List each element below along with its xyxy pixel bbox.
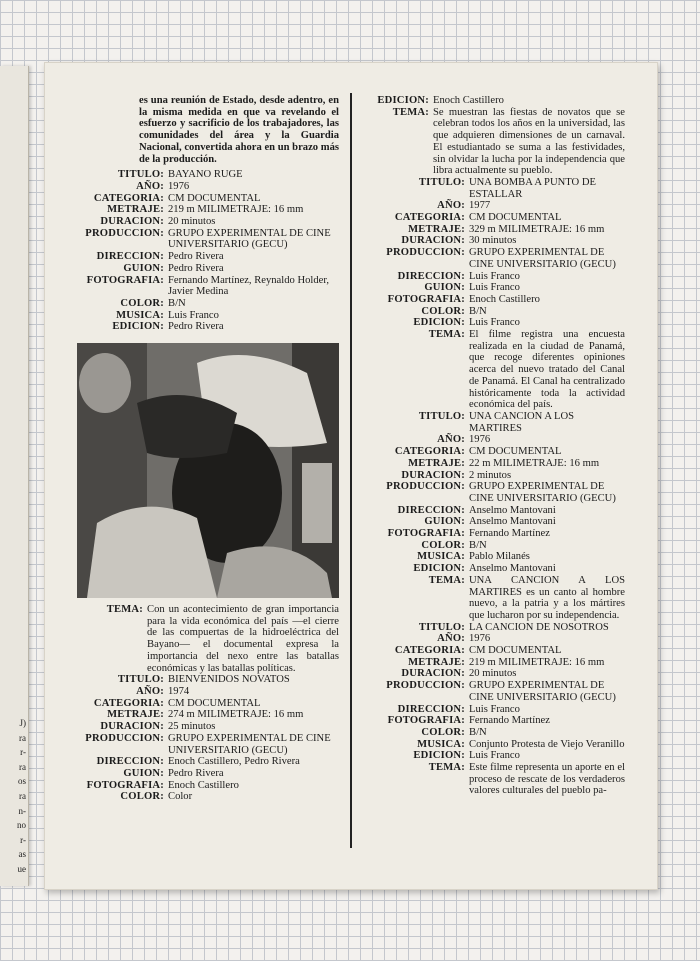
credit-value: Enoch Castillero [433, 95, 504, 106]
credit-value: Luis Franco [469, 270, 520, 282]
credit-value: 1976 [469, 434, 491, 446]
credit-label: PRODUCCION: [386, 481, 465, 493]
credit-value: BIENVENIDOS NOVATOS [168, 674, 290, 686]
film-entry-bayano-ruge [77, 169, 339, 333]
credit-row [77, 698, 339, 710]
credit-row [363, 622, 625, 634]
credit-row [363, 739, 625, 751]
credit-value: CM DOCUMENTAL [469, 645, 562, 657]
credit-label: TITULO: [418, 410, 465, 422]
credit-label: TITULO: [117, 674, 164, 686]
credit-value: Pedro Rivera [168, 262, 224, 274]
left-fragment: as [18, 849, 26, 860]
credit-label: TEMA: [392, 106, 429, 118]
credit-label: DURACION: [401, 235, 465, 247]
credit-value: B/N [469, 539, 487, 551]
credit-label: TITULO: [418, 621, 465, 633]
credit-row [363, 633, 625, 645]
credit-row [77, 721, 339, 733]
credit-value: 219 m MILIMETRAJE: 16 mm [168, 204, 304, 216]
credit-value: GRUPO EXPERIMENTAL DE CINE UNIVERSITARIO (GECU) [469, 247, 616, 270]
credit-value: 22 m MILIMETRAJE: 16 mm [469, 457, 600, 469]
credit-label: EDICION: [413, 317, 465, 329]
credit-label: AÑO: [136, 180, 164, 192]
credit-label: DIRECCION: [397, 270, 465, 282]
credit-value: Fernando Martínez, Reynaldo Holder, Javier Medina [168, 274, 330, 298]
credit-row [363, 411, 625, 434]
credit-label: METRAJE: [107, 204, 164, 216]
credit-value: 219 m MILIMETRAJE: 16 mm [469, 656, 605, 668]
credit-label: EDICION: [413, 563, 465, 575]
credit-value: Enoch Castillero, Pedro Rivera [168, 756, 300, 768]
credit-row [363, 563, 625, 575]
credit-row [363, 458, 625, 470]
credit-value: Luis Franco [469, 703, 520, 715]
credit-value: CM DOCUMENTAL [168, 192, 261, 204]
left-page-text-fragments [0, 716, 26, 877]
credit-row [77, 780, 339, 792]
credit-value: UNA CANCION A LOS MARTIRES es un canto al hombre nuevo, a la patria y a los mártires que lucharon por su independencia. [469, 574, 625, 621]
credit-label: PRODUCCION: [85, 227, 164, 239]
credit-value: Pablo Milanés [469, 551, 530, 563]
credit-value: 20 minutos [168, 216, 216, 228]
credit-label: GUION: [123, 262, 164, 274]
credit-row [363, 516, 625, 528]
credit-label: MUSICA: [116, 309, 164, 321]
credit-value: UNA CANCION A LOS MARTIRES [469, 410, 575, 434]
credit-row [77, 169, 339, 181]
credit-value: Se muestran las fiestas de novatos que se celebran todos los años en la universidad, las que adquieren dimensiones de un carnaval. El estudiantado se suma a las festividades, sin olvidar la lucha por la independencia que libra actualmente su pueblo. [433, 106, 625, 177]
film-entry-bienvenidos-novatos-cont [363, 95, 625, 177]
credit-row [363, 306, 625, 318]
credit-label: COLOR: [120, 297, 164, 309]
credit-value: Pedro Rivera [168, 321, 224, 333]
credit-row [363, 704, 625, 716]
left-column [77, 95, 339, 803]
credit-value: Luis Franco [469, 750, 520, 762]
credit-row [363, 282, 625, 294]
credit-label: CATEGORIA: [394, 645, 465, 657]
credit-label: AÑO: [437, 434, 465, 446]
credit-row [363, 727, 625, 739]
credit-label: COLOR: [120, 791, 164, 803]
credit-label: AÑO: [437, 200, 465, 212]
credit-label: GUION: [424, 516, 465, 528]
credit-row [77, 709, 339, 721]
credit-value: 2 minutos [469, 469, 512, 481]
credit-value: GRUPO EXPERIMENTAL DE CINE UNIVERSITARIO (GECU) [469, 481, 616, 504]
credit-label: DURACION: [100, 216, 164, 228]
credit-label: CATEGORIA: [93, 192, 164, 204]
credit-value: Pedro Rivera [168, 767, 224, 779]
credit-row [363, 212, 625, 224]
credit-label: DIRECCION: [96, 756, 164, 768]
left-fragment: r- [20, 747, 26, 758]
credit-label: DIRECCION: [397, 504, 465, 516]
credit-row [363, 329, 625, 411]
credit-label: COLOR: [421, 539, 465, 551]
credit-row [363, 645, 625, 657]
credit-label: METRAJE: [408, 656, 465, 668]
left-fragment: ra [19, 790, 26, 801]
credit-label: COLOR: [421, 305, 465, 317]
credit-label: TEMA: [428, 329, 465, 341]
credit-row [363, 294, 625, 306]
credit-label: METRAJE: [408, 457, 465, 469]
credit-label: CATEGORIA: [93, 697, 164, 709]
credit-label: FOTOGRAFIA: [86, 274, 164, 286]
credit-value: Enoch Castillero [168, 779, 239, 791]
left-fragment: J) [19, 718, 26, 728]
worker-photo-illustration [77, 343, 339, 598]
credit-label: PRODUCCION: [85, 732, 164, 744]
credit-row [363, 762, 625, 797]
credit-label: EDICION: [377, 95, 429, 106]
credit-label: AÑO: [136, 685, 164, 697]
credit-label: PRODUCCION: [386, 680, 465, 692]
left-fragment: n- [18, 805, 26, 816]
credit-value: 1977 [469, 200, 491, 212]
credit-row [363, 247, 625, 270]
credit-label: TITULO: [117, 169, 164, 181]
credit-value: 1976 [469, 633, 491, 645]
tema-text: Con un acontecimiento de gran importancia para la vida económica del país —el cierre de las compuertas de la hidroeléctrica del Bayano— el documental expresa la importancia del nexo entre las batallas económicas y las batallas políticas. [147, 604, 339, 674]
credit-value: Anselmo Mantovani [469, 563, 556, 575]
left-fragment: ue [17, 863, 26, 874]
credit-row [363, 95, 625, 107]
column-divider [350, 93, 352, 848]
credit-label: FOTOGRAFIA: [387, 528, 465, 540]
credit-label: FOTOGRAFIA: [387, 293, 465, 305]
credit-row [77, 216, 339, 228]
credit-row [363, 107, 625, 177]
credit-row [77, 228, 339, 251]
worker-photo [77, 343, 339, 598]
credit-row [77, 756, 339, 768]
credit-value: Pedro Rivera [168, 251, 224, 263]
credit-value: Enoch Castillero [469, 293, 540, 305]
left-page-edge [0, 66, 29, 886]
credit-label: METRAJE: [408, 223, 465, 235]
credit-label: PRODUCCION: [386, 247, 465, 259]
credit-value: Este filme representa un aporte en el proceso de rescate de los verdaderos valores culturales del pueblo pa- [469, 762, 625, 797]
credit-value: CM DOCUMENTAL [469, 446, 562, 458]
left-fragment: no [17, 820, 26, 831]
credit-label: DIRECCION: [96, 251, 164, 263]
credit-row [77, 181, 339, 193]
credit-label: EDICION: [112, 321, 164, 333]
credit-row [363, 715, 625, 727]
credit-label: GUION: [123, 767, 164, 779]
credit-label: DURACION: [401, 668, 465, 680]
credit-value: 1974 [168, 685, 190, 697]
credit-value: Conjunto Protesta de Viejo Veranillo [469, 738, 625, 750]
credit-value: Anselmo Mantovani [469, 516, 556, 528]
film-entry-bienvenidos-novatos [77, 674, 339, 803]
credit-row [363, 668, 625, 680]
credit-row [77, 263, 339, 275]
credit-row [77, 686, 339, 698]
film-entry-una-bomba [363, 177, 625, 411]
credit-row [77, 275, 339, 298]
film-entry-la-cancion-nosotros [363, 622, 625, 798]
credit-row [77, 298, 339, 310]
credit-label: CATEGORIA: [394, 446, 465, 458]
credit-row [363, 224, 625, 236]
left-fragment: ra [19, 732, 26, 743]
credit-row [363, 575, 625, 622]
document-page [44, 62, 658, 890]
tema-bayano-row [77, 604, 339, 674]
credit-value: Color [168, 791, 193, 803]
credit-row [77, 310, 339, 322]
credit-value: Anselmo Mantovani [469, 504, 556, 516]
credit-value: UNA BOMBA A PUNTO DE ESTALLAR [469, 176, 596, 200]
credit-label: AÑO: [437, 633, 465, 645]
credit-row [77, 193, 339, 205]
credit-row [77, 768, 339, 780]
credit-label: COLOR: [421, 726, 465, 738]
credit-label: EDICION: [413, 750, 465, 762]
left-fragment: os [17, 776, 26, 787]
tema-label: TEMA: [106, 604, 143, 616]
left-fragment: ra [19, 761, 26, 772]
credit-row [363, 271, 625, 283]
credit-value: BAYANO RUGE [168, 169, 243, 181]
credit-row [363, 481, 625, 504]
credit-value: B/N [469, 305, 487, 317]
credit-value: 1976 [168, 180, 190, 192]
credit-row [77, 204, 339, 216]
credit-row [363, 657, 625, 669]
credit-value: Luis Franco [469, 317, 520, 329]
credit-label: FOTOGRAFIA: [86, 779, 164, 791]
credit-value: 30 minutos [469, 235, 517, 247]
credit-label: DURACION: [401, 469, 465, 481]
credit-label: TITULO: [418, 176, 465, 188]
credit-value: GRUPO EXPERIMENTAL DE CINE UNIVERSITARIO (GECU) [469, 680, 616, 703]
credit-label: DURACION: [100, 721, 164, 733]
credit-value: 20 minutos [469, 668, 517, 680]
credit-row [77, 321, 339, 333]
credit-row [363, 317, 625, 329]
right-column [363, 95, 625, 797]
credit-value: El filme registra una encuesta realizada en la ciudad de Panamá, que recoge diferentes opiniones acerca del nuevo tratado del Canal de Panamá. El Canal ha centralizado históricamente toda la actividad económica del país. [469, 329, 625, 411]
credit-label: TEMA: [428, 574, 465, 586]
credit-row [363, 235, 625, 247]
credit-row [363, 551, 625, 563]
credit-row [363, 177, 625, 200]
credit-row [77, 733, 339, 756]
credit-value: LA CANCION DE NOSOTROS [469, 621, 609, 633]
credit-row [77, 791, 339, 803]
credit-value: 25 minutos [168, 721, 216, 733]
left-fragment: r- [20, 834, 26, 845]
credit-value: Luis Franco [469, 282, 520, 294]
credit-label: METRAJE: [107, 709, 164, 721]
credit-label: MUSICA: [417, 551, 465, 563]
credit-value: 274 m MILIMETRAJE: 16 mm [168, 709, 304, 721]
credit-value: 329 m MILIMETRAJE: 16 mm [469, 223, 605, 235]
credit-value: Fernando Martínez [469, 528, 550, 540]
credit-value: GRUPO EXPERIMENTAL DE CINE UNIVERSITARIO (GECU) [168, 227, 331, 251]
credit-value: B/N [168, 297, 186, 309]
credit-label: GUION: [424, 282, 465, 294]
film-entry-una-cancion-martires [363, 411, 625, 622]
credit-row [363, 680, 625, 703]
credit-row [363, 505, 625, 517]
credit-label: DIRECCION: [397, 703, 465, 715]
credit-row [363, 446, 625, 458]
credit-row [77, 674, 339, 686]
credit-value: Luis Franco [168, 309, 219, 321]
credit-value: GRUPO EXPERIMENTAL DE CINE UNIVERSITARIO (GECU) [168, 732, 331, 756]
credit-row [363, 434, 625, 446]
credit-row [363, 750, 625, 762]
credit-value: CM DOCUMENTAL [469, 212, 562, 224]
credit-value: Fernando Martínez [469, 715, 550, 727]
credit-value: B/N [469, 726, 487, 738]
credit-label: CATEGORIA: [394, 212, 465, 224]
credit-value: CM DOCUMENTAL [168, 697, 261, 709]
credit-row [363, 200, 625, 212]
credit-label: FOTOGRAFIA: [387, 715, 465, 727]
credit-label: TEMA: [428, 762, 465, 774]
intro-paragraph: es una reunión de Estado, desde adentro, en la misma medida en que va revelando el esfuerzo y sacrificio de los trabajadores, las comunidades del área y la Guardia Nacional, convertida ahora en un brazo más de la producción. [139, 95, 339, 165]
credit-row [363, 528, 625, 540]
credit-row [363, 470, 625, 482]
credit-row [363, 540, 625, 552]
credit-row [77, 251, 339, 263]
credit-label: MUSICA: [417, 738, 465, 750]
